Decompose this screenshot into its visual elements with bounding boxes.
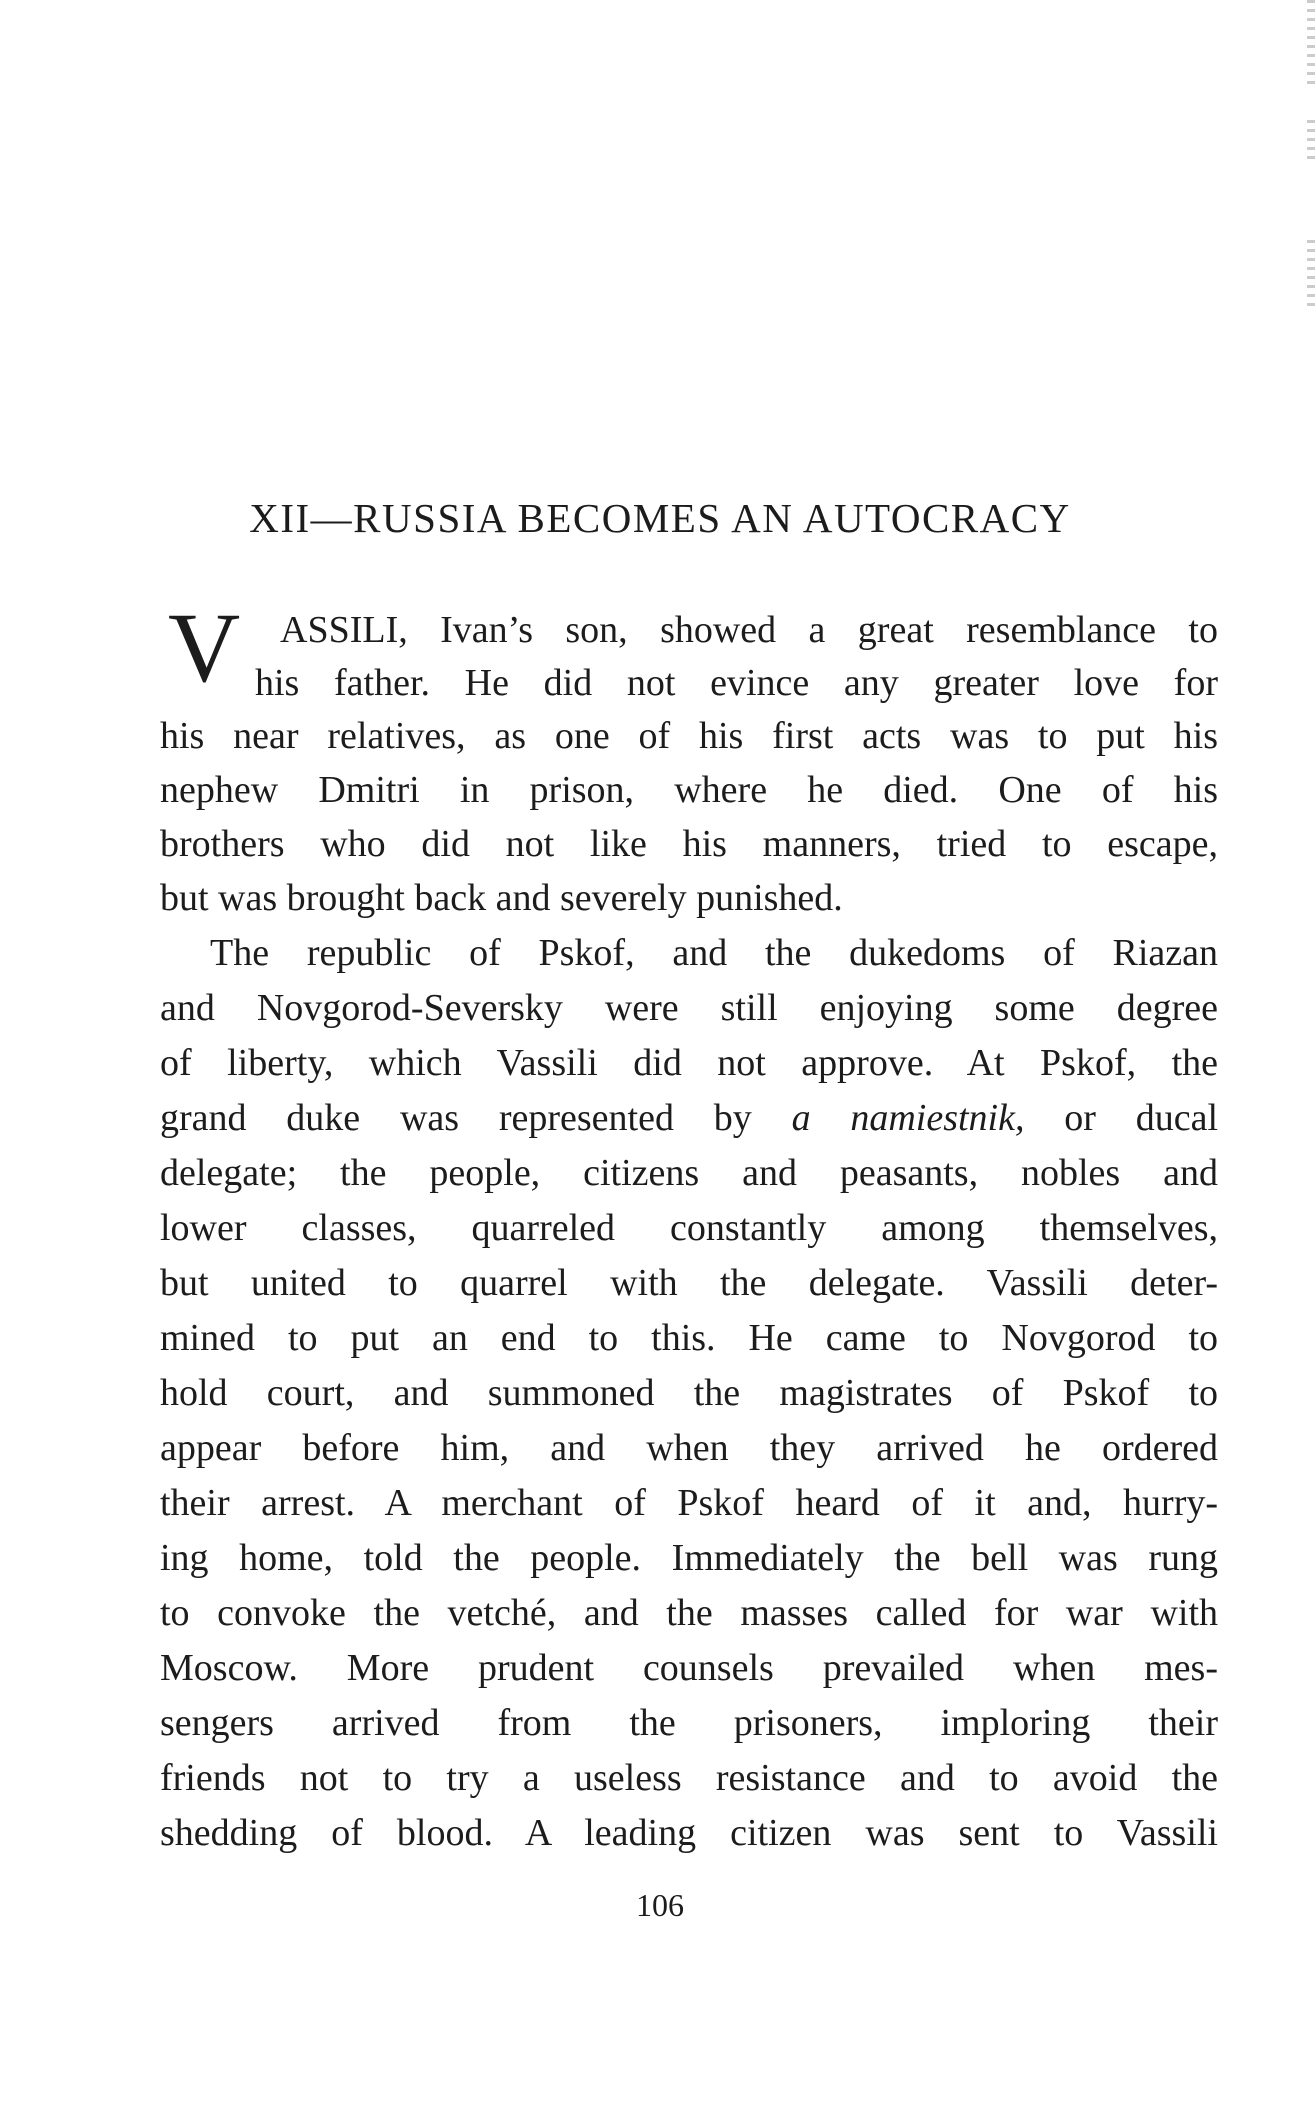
text-line: Moscow. More prudent counsels prevailed when mes- bbox=[160, 1647, 1218, 1689]
text-line: friends not to try a useless resistance and to avoid the bbox=[160, 1757, 1218, 1799]
text-line: their arrest. A merchant of Pskof heard of it and, hurry- bbox=[160, 1482, 1218, 1524]
text-line: brothers who did not like his manners, tried to escape, bbox=[160, 823, 1218, 865]
text-line: lower classes, quarreled constantly among themselves, bbox=[160, 1207, 1218, 1249]
drop-cap: V bbox=[168, 592, 241, 703]
text-span: or ducal bbox=[1064, 1097, 1219, 1139]
text-line: sengers arrived from the prisoners, imploring their bbox=[160, 1702, 1218, 1744]
text-span: grand duke was represented by bbox=[160, 1097, 752, 1139]
text-line: The republic of Pskof, and the dukedoms of Riazan bbox=[210, 932, 1218, 974]
text-line: ASSILI, Ivan’s son, showed a great resemblance to bbox=[280, 609, 1218, 651]
chapter-title: XII—RUSSIA BECOMES AN AUTOCRACY bbox=[249, 495, 1071, 541]
scan-edge-mark bbox=[1307, 120, 1315, 160]
text-line: appear before him, and when they arrived he ordered bbox=[160, 1427, 1218, 1469]
text-line: delegate; the people, citizens and peasants, nobles and bbox=[160, 1152, 1218, 1194]
italic-term: a namiestnik, bbox=[791, 1097, 1025, 1139]
scan-edge-mark bbox=[1307, 0, 1315, 90]
text-line: but united to quarrel with the delegate. Vassili deter- bbox=[160, 1262, 1218, 1304]
text-line: mined to put an end to this. He came to Novgorod to bbox=[160, 1317, 1218, 1359]
text-line: nephew Dmitri in prison, where he died. One of his bbox=[160, 769, 1218, 811]
page-number: 106 bbox=[636, 1887, 684, 1923]
text-line: to convoke the vetché, and the masses called for war with bbox=[160, 1592, 1218, 1634]
text-line: and Novgorod-Seversky were still enjoying some degree bbox=[160, 987, 1218, 1029]
text-line: ing home, told the people. Immediately the bell was rung bbox=[160, 1537, 1218, 1579]
scan-edge-mark bbox=[1307, 240, 1315, 310]
text-line: his near relatives, as one of his first acts was to put his bbox=[160, 715, 1218, 757]
text-line bbox=[160, 1093, 1218, 1143]
text-line: shedding of blood. A leading citizen was sent to Vassili bbox=[160, 1812, 1218, 1854]
text-line: but was brought back and severely punished. bbox=[160, 877, 843, 919]
text-line: his father. He did not evince any greater love for bbox=[255, 662, 1218, 704]
text-line: hold court, and summoned the magistrates of Pskof to bbox=[160, 1372, 1218, 1414]
text-line: of liberty, which Vassili did not approve. At Pskof, the bbox=[160, 1042, 1218, 1084]
